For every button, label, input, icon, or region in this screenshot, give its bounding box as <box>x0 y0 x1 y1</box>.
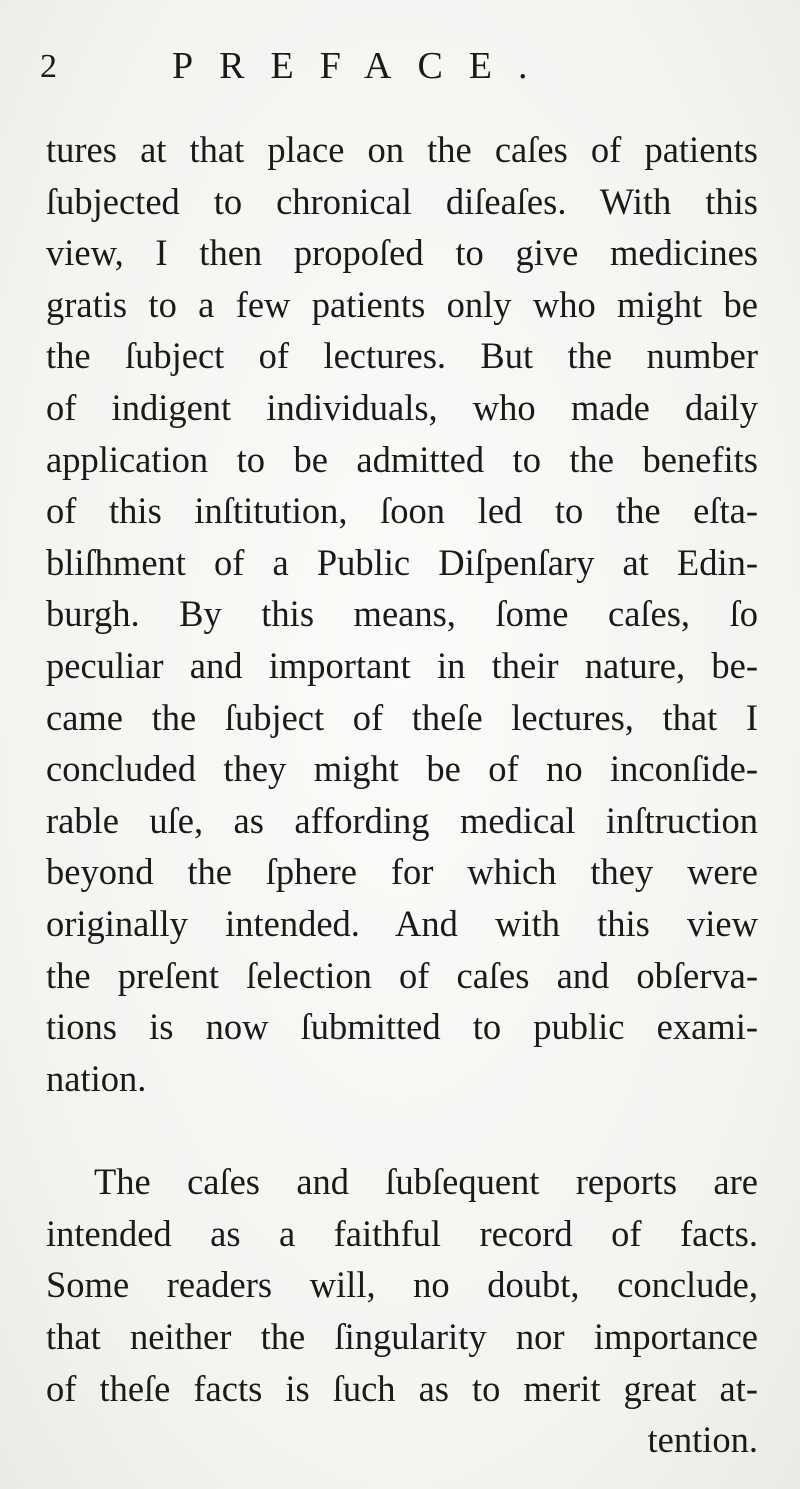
text-line: concluded they might be of no inconſide- <box>46 748 758 790</box>
text-line: of indigent individuals, who made daily <box>46 386 758 428</box>
text-line: the ſubject of lectures. But the number <box>46 335 758 377</box>
text-line: the preſent ſelection of caſes and obſerva- <box>46 954 758 996</box>
text-line: rable uſe, as affording medical inſtruction <box>46 799 758 841</box>
text-line: application to be admitted to the benefits <box>46 438 758 480</box>
text-line: that neither the ſingularity nor importance <box>46 1316 758 1358</box>
text-line: Some readers will, no doubt, conclude, <box>46 1264 758 1306</box>
text-line: view, I then propoſed to give medicines <box>46 232 758 274</box>
text-line: beyond the ſphere for which they were <box>46 851 758 893</box>
running-head: PREFACE. <box>172 45 554 87</box>
text-line: originally intended. And with this view <box>46 902 758 944</box>
paragraph-2 <box>46 1156 758 1466</box>
text-line: ſubjected to chronical diſeaſes. With this <box>46 180 758 222</box>
text-line: burgh. By this means, ſome caſes, ſo <box>46 593 758 635</box>
text-line: tures at that place on the caſes of patients <box>46 129 758 170</box>
catchword: tention. <box>647 1419 758 1461</box>
text-line: of this inſtitution, ſoon led to the eſta- <box>46 490 758 532</box>
text-line: came the ſubject of theſe lectures, that I <box>46 696 758 738</box>
text-line: tions is now ſubmitted to public exami- <box>46 1006 758 1048</box>
text-line: bliſhment of a Public Diſpenſary at Edin- <box>46 541 758 583</box>
page-number: 2 <box>40 48 58 85</box>
page-header <box>40 44 760 94</box>
text-line: of theſe facts is ſuch as to merit great at- <box>46 1367 758 1409</box>
text-line: intended as a faithful record of facts. <box>46 1212 758 1254</box>
paragraph-1 <box>46 124 758 1104</box>
text-line: nation. <box>46 1057 147 1099</box>
text-line: The caſes and ſubſequent reports are <box>94 1161 758 1203</box>
text-line: peculiar and important in their nature, be- <box>46 644 758 686</box>
text-line: gratis to a few patients only who might be <box>46 283 758 325</box>
body-text <box>46 124 758 1466</box>
